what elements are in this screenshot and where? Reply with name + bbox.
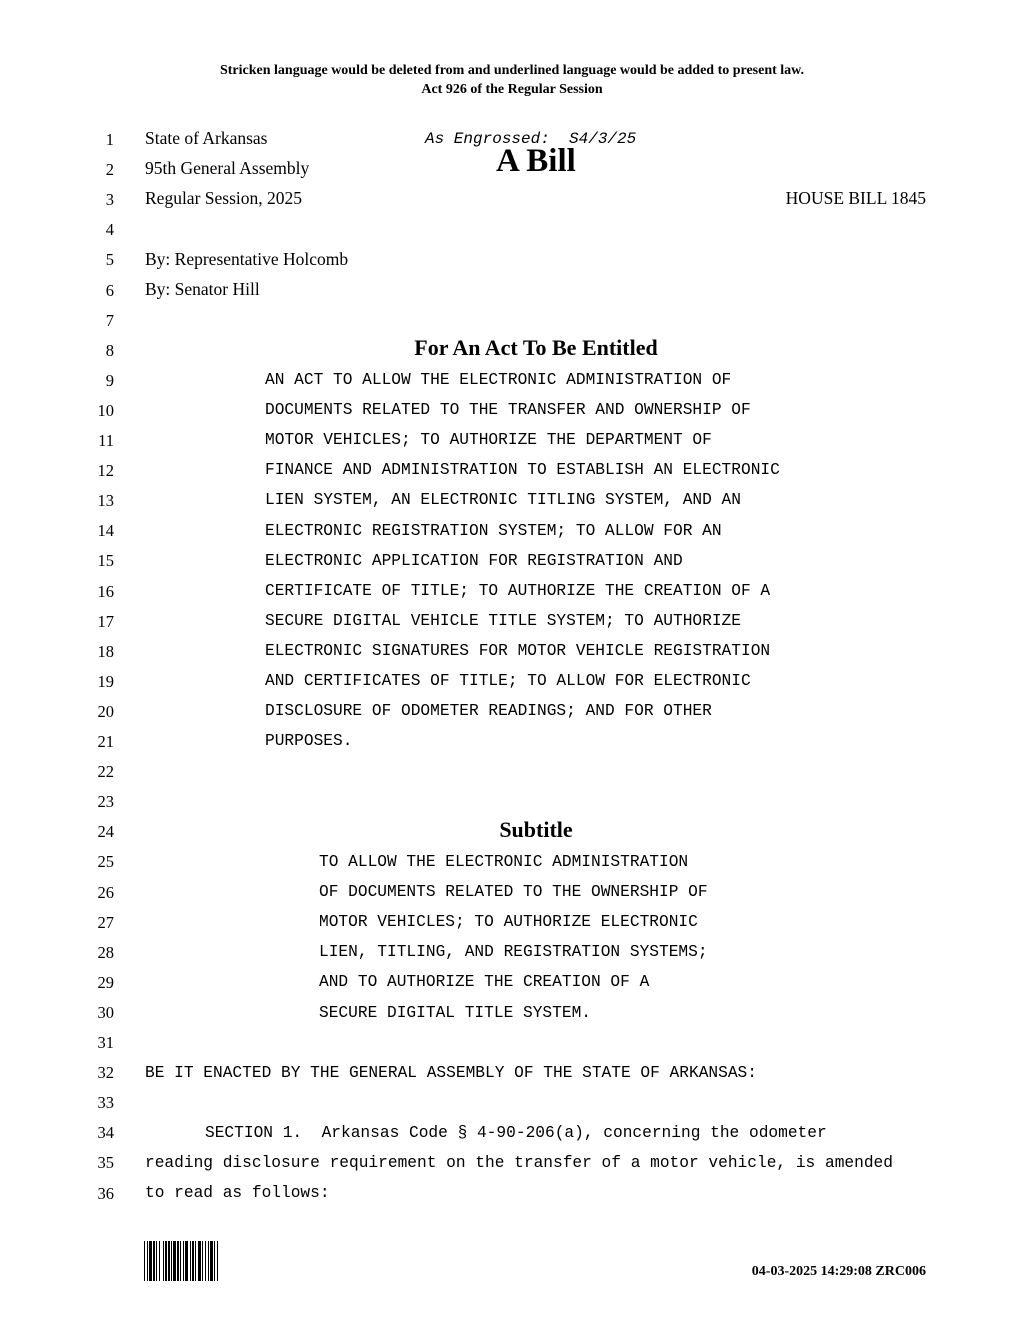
line-number: 17: [97, 611, 114, 631]
line-number: 36: [97, 1183, 114, 1203]
title-line: ELECTRONIC SIGNATURES FOR MOTOR VEHICLE REGISTRATION: [265, 641, 771, 660]
title-line: ELECTRONIC REGISTRATION SYSTEM; TO ALLOW FOR AN: [265, 521, 722, 540]
line-number: 12: [97, 461, 114, 481]
title-line: PURPOSES.: [265, 732, 353, 751]
barcode-image: [144, 1241, 274, 1281]
title-line: DOCUMENTS RELATED TO THE TRANSFER AND OWNERSHIP OF: [265, 401, 751, 420]
line-number: 35: [97, 1153, 114, 1173]
title-line: SECURE DIGITAL VEHICLE TITLE SYSTEM; TO AUTHORIZE: [265, 611, 741, 630]
section-1-line-3: to read as follows:: [145, 1184, 330, 1202]
sponsor-senator: By: Senator Hill: [145, 279, 260, 299]
line-number: 8: [105, 340, 114, 360]
line-number: 25: [97, 852, 114, 872]
line-number: 15: [97, 551, 114, 571]
subtitle-line: LIEN, TITLING, AND REGISTRATION SYSTEMS;: [319, 943, 708, 962]
subtitle-line: TO ALLOW THE ELECTRONIC ADMINISTRATION: [319, 853, 689, 871]
line-number: 29: [97, 972, 114, 992]
line-number: 30: [97, 1002, 114, 1022]
line-number: 19: [97, 671, 114, 691]
line-number: 23: [97, 792, 114, 812]
amendment-notice: Stricken language would be deleted from and underlined language would be added to present law.: [219, 63, 805, 78]
line-number: 13: [97, 491, 114, 511]
engrossed-stamp: As Engrossed: S4/3/25: [425, 130, 637, 148]
act-notice: Act 926 of the Regular Session: [421, 82, 603, 97]
session-name: Regular Session, 2025: [145, 188, 303, 208]
line-number: 16: [97, 581, 114, 601]
line-number: 24: [97, 822, 114, 842]
sponsor-representative: By: Representative Holcomb: [145, 249, 349, 269]
line-number: 9: [105, 370, 114, 390]
section-1-line-2: reading disclosure requirement on the transfer of a motor vehicle, is amended: [145, 1154, 893, 1172]
title-heading: For An Act To Be Entitled: [414, 335, 658, 360]
line-number: 7: [105, 310, 114, 330]
title-line: LIEN SYSTEM, AN ELECTRONIC TITLING SYSTEM, AND AN: [265, 491, 741, 510]
timestamp-stamp: 04-03-2025 14:29:08 ZRC006: [751, 1264, 926, 1279]
subtitle-line: MOTOR VEHICLES; TO AUTHORIZE ELECTRONIC: [319, 913, 698, 932]
line-number: 11: [98, 431, 114, 450]
line-number: 14: [97, 521, 114, 541]
bill-type-title: A Bill: [496, 143, 576, 179]
title-line: AND CERTIFICATES OF TITLE; TO ALLOW FOR ELECTRONIC: [265, 672, 751, 690]
line-number: 1: [105, 130, 114, 149]
line-number: 20: [97, 701, 114, 721]
state-name: State of Arkansas: [145, 128, 268, 148]
subtitle-line: OF DOCUMENTS RELATED TO THE OWNERSHIP OF: [319, 883, 708, 902]
line-number: 5: [105, 250, 114, 270]
title-line: AN ACT TO ALLOW THE ELECTRONIC ADMINISTRATION OF: [265, 371, 732, 389]
line-number: 3: [105, 190, 114, 210]
title-line: CERTIFICATE OF TITLE; TO AUTHORIZE THE CREATION OF A: [265, 581, 771, 600]
line-number: 22: [97, 762, 114, 782]
line-number: 4: [105, 220, 114, 240]
section-1-line-1: SECTION 1. Arkansas Code § 4-90-206(a), concerning the odometer: [205, 1124, 827, 1142]
line-number: 2: [105, 160, 114, 180]
enacting-clause: BE IT ENACTED BY THE GENERAL ASSEMBLY OF THE STATE OF ARKANSAS:: [145, 1064, 757, 1082]
title-line: DISCLOSURE OF ODOMETER READINGS; AND FOR OTHER: [265, 702, 712, 721]
line-number: 18: [97, 641, 114, 661]
line-number: 6: [105, 280, 114, 300]
line-number: 31: [97, 1033, 114, 1052]
subtitle-line: SECURE DIGITAL TITLE SYSTEM.: [319, 1003, 591, 1022]
line-number: 28: [97, 942, 114, 962]
line-number: 10: [97, 400, 114, 420]
line-number: 26: [97, 882, 114, 902]
line-number: 33: [97, 1093, 114, 1113]
subtitle-heading: Subtitle: [499, 817, 573, 842]
line-number: 34: [97, 1123, 114, 1143]
line-number: 32: [97, 1063, 114, 1083]
title-line: ELECTRONIC APPLICATION FOR REGISTRATION AND: [265, 551, 683, 570]
bill-number: HOUSE BILL 1845: [785, 188, 926, 208]
title-line: MOTOR VEHICLES; TO AUTHORIZE THE DEPARTMENT OF: [265, 431, 712, 450]
line-number: 21: [97, 732, 114, 751]
title-line: FINANCE AND ADMINISTRATION TO ESTABLISH AN ELECTRONIC: [265, 461, 780, 480]
subtitle-line: AND TO AUTHORIZE THE CREATION OF A: [319, 973, 650, 992]
line-number: 27: [97, 912, 114, 932]
general-assembly: 95th General Assembly: [145, 158, 310, 178]
